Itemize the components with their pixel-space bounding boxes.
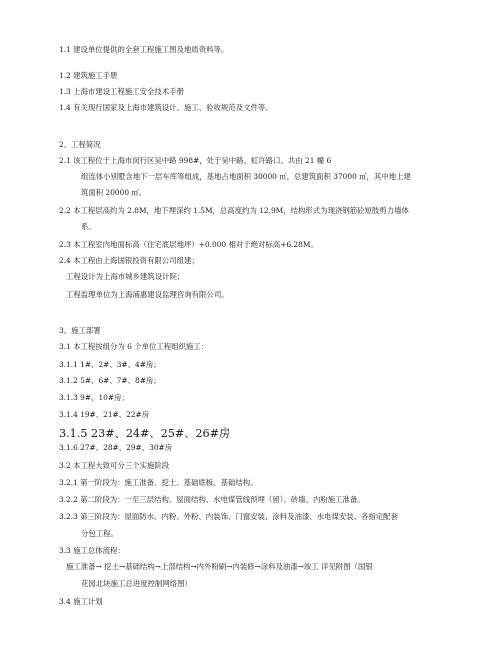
text-line: 3.1.2 5#、6#、7#、8#房； [59, 376, 161, 385]
text-line: 1.2 建筑施工手册 [59, 71, 118, 80]
text-line: 3.2 本工程大致可分三个实施阶段 [59, 461, 170, 470]
text-line: 施工准备→ 挖土→基础结构→上部结构→内外粉刷→内装修→涂料及油漆→竣工 详见附图（国银 [66, 562, 373, 571]
text-line: 3.4 施工计划 [59, 597, 103, 606]
text-line: 3.1 本工程按组分为 6 个单位工程组织施工： [59, 342, 209, 351]
text-line: 3.1.4 19#、21#、22#房 [59, 410, 150, 419]
text-line: 1.4 有关现行国家及上海市建筑设计、施工、验收规范及文件等。 [59, 103, 273, 112]
text-line: 3.2.2 第二阶段为：一至三层结构、屋面结构、水电煤管线预埋（留）、砖墙、内粉施工准备。 [59, 495, 365, 504]
section-heading: 3、施工部署 [59, 326, 101, 335]
text-line: 分包工程。 [81, 529, 118, 538]
text-line-large: 3.1.5 23#、24#、25#、26#房 [59, 427, 231, 440]
text-line: 1.3 上海市建设工程施工安全技术手册 [59, 87, 184, 96]
text-line: 3.1.3 9#、10#房； [59, 393, 129, 402]
text-line: 工程监理单位为上海浦惠建设监理咨询有限公司。 [66, 290, 229, 299]
text-line: 系。 [81, 222, 96, 231]
text-line: 3.2.3 第三阶段为：屋面防水、内粉、外粉、内装饰、门窗安装、涂料及油漆、水电煤安装、各指定配套 [59, 512, 398, 521]
text-line: 2.2 本工程层高约为 2.8M，地下埋深约 1.5M，总高度约为 12.9M，结构形式为现浇钢筋砼短肢剪力墙体 [59, 206, 409, 215]
text-line: 筑面积 20000 ㎡。 [81, 188, 147, 197]
text-line: 3.1.1 1#、2#、3#、4#房； [59, 360, 161, 369]
text-line: 1.1 建设单位提供的全套工程施工图及地质资料等。 [59, 45, 229, 54]
text-line: 3.2.1 第一阶段为：施工准备、挖土、基础底板、基础结构。 [59, 478, 258, 487]
text-line: 组连体小别墅含地下一层车库等组成，基地占地面积 30000 ㎡，总建筑面积 37000 ㎡，其中地上建 [81, 172, 411, 181]
text-line: 3.3 施工总体流程： [59, 546, 125, 555]
text-line: 2.4 本工程由上海国银投资有限公司组建； [59, 256, 199, 265]
text-line: 3.1.6 27#、28#、29#、30#房 [59, 443, 173, 452]
text-line: 工程设计为上海市城乡建筑设计院； [66, 272, 185, 281]
text-line: 2.1 该工程位于上海市闵行区吴中路 998#，处于吴中路、虹许路口。共由 21 幢 6 [59, 156, 332, 165]
text-line: 花园北块施工总进度控制网络图） [81, 579, 192, 588]
text-line: 2.3 本工程室内地面标高（住宅底层地坪）+0.000 相对于绝对标高+6.28M。 [59, 240, 318, 249]
section-heading: 2、工程简况 [59, 140, 101, 149]
